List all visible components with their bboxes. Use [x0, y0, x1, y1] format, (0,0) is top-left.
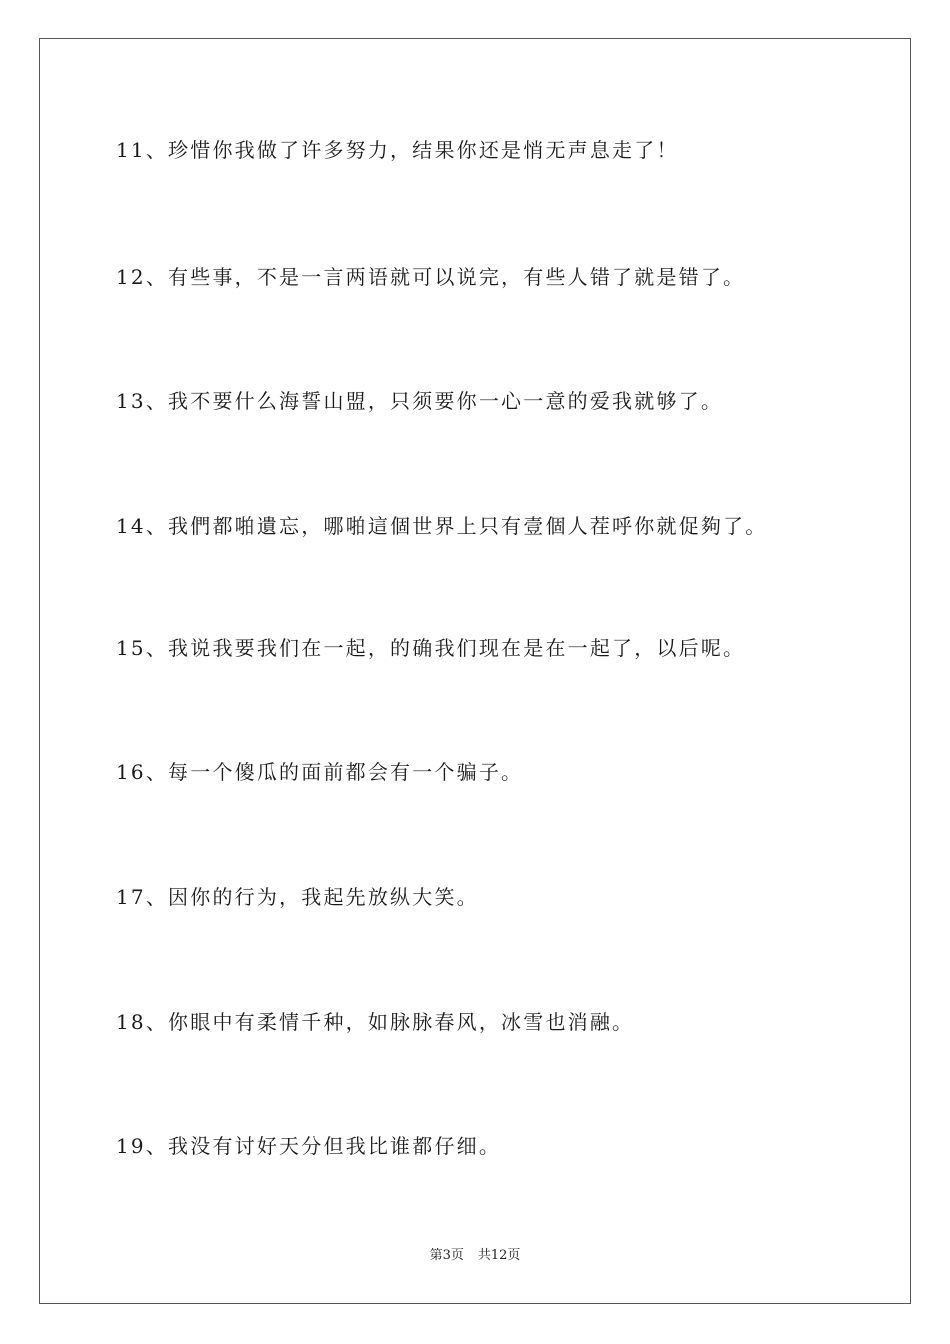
- page-number-current: 第3页: [429, 1248, 464, 1263]
- list-item: 14、我們都啪遺忘，哪啪這個世界上只有壹個人茬呼你就促夠了。: [116, 514, 768, 538]
- list-item: 17、因你的行为，我起先放纵大笑。: [116, 885, 479, 909]
- list-item: 15、我说我要我们在一起，的确我们现在是在一起了，以后呢。: [116, 636, 746, 660]
- list-item: 18、你眼中有柔情千种，如脉脉春风，冰雪也消融。: [116, 1010, 635, 1034]
- page-border: [39, 38, 911, 1304]
- page-number-total: 共12页: [477, 1248, 521, 1263]
- list-item: 13、我不要什么海誓山盟，只须要你一心一意的爱我就够了。: [116, 389, 724, 413]
- list-item: 12、有些事，不是一言两语就可以说完，有些人错了就是错了。: [116, 265, 746, 289]
- list-item: 16、每一个傻瓜的面前都会有一个骗子。: [116, 760, 524, 784]
- page-footer: [0, 1248, 950, 1264]
- list-item: 11、珍惜你我做了许多努力，结果你还是悄无声息走了！: [116, 138, 679, 162]
- list-item: 19、我没有讨好天分但我比谁都仔细。: [116, 1134, 502, 1158]
